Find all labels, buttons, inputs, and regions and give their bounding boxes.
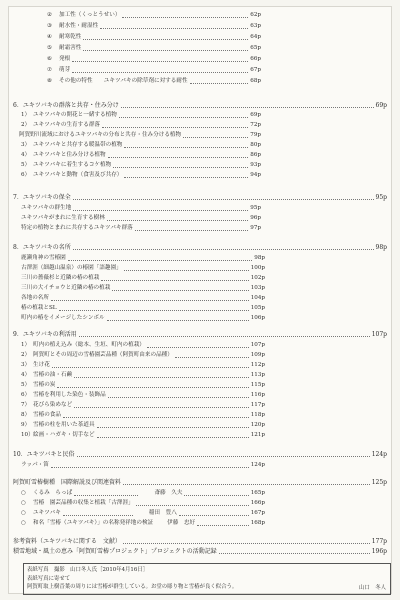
entry-number: 5） (21, 162, 31, 168)
activity-record-entry (13, 547, 387, 556)
entry-page: 113p (250, 372, 265, 378)
entry-title: ユキツバキと共存する暖温帯の植物 (33, 142, 123, 148)
entry-number: ⑥ (47, 56, 53, 62)
dot-leader (52, 367, 249, 368)
dot-leader (124, 147, 248, 148)
entry-author: 稲田 豊八 (148, 510, 177, 516)
toc-entry (47, 55, 261, 64)
toc-entry (21, 254, 265, 263)
dot-leader (123, 484, 370, 485)
entry-page: 94p (250, 172, 261, 178)
entry-page: 107p (250, 342, 265, 348)
toc-entry (21, 151, 261, 160)
entry-number: ④ (47, 34, 53, 40)
entry-title: 花びら染めなど (33, 402, 73, 408)
entry-page: 86p (250, 152, 261, 158)
section-heading (13, 193, 387, 202)
dot-leader (219, 553, 370, 554)
dot-leader (113, 167, 248, 168)
dot-leader (57, 387, 248, 388)
entry-number: 2） (21, 122, 31, 128)
section-heading (13, 243, 387, 252)
entry-page: 166p (250, 500, 265, 506)
entry-page: 100p (250, 265, 265, 271)
section-title: 9．ユキツバキの利活用 (13, 331, 77, 338)
entry-title: 町内の椿をイメージしたシンボル (21, 315, 105, 321)
toc-entry (21, 519, 265, 528)
toc-entry (21, 214, 261, 223)
toc-entry (21, 274, 265, 283)
entry-page: 67p (250, 67, 261, 73)
bullet-icon: ○ (21, 510, 26, 516)
section-title: 10．ユキツバキと民俗 (13, 451, 75, 458)
dot-leader (179, 515, 249, 516)
entry-title: 耐水性・耐湿性 (59, 23, 99, 29)
entry-title: 三川の大イチョウと近隣の椿の植栽 (21, 285, 111, 291)
toc-entry (21, 141, 261, 150)
dot-leader (112, 290, 248, 291)
dot-leader (183, 137, 248, 138)
dot-leader (72, 72, 248, 73)
entry-title: ユキツバキと動物（食害及び共存） (33, 172, 123, 178)
dot-leader (121, 107, 374, 108)
entry-title: 雪椿の食品 (33, 412, 61, 418)
section-heading (13, 478, 387, 487)
entry-number: 1） (21, 342, 31, 348)
section-page: 124p (371, 451, 387, 458)
entry-title: 発根 (59, 56, 71, 62)
toc-entry (21, 314, 265, 323)
toc-entry (47, 77, 261, 86)
dot-leader (51, 300, 249, 301)
entry-title: 雪椿の柱を用いた茶道具 (33, 422, 95, 428)
entry-page: 105p (250, 305, 265, 311)
entry-page: 98p (254, 255, 265, 261)
dot-leader (74, 377, 249, 378)
dot-leader (97, 437, 249, 438)
entry-page: 72p (250, 122, 261, 128)
toc-entry (21, 224, 261, 233)
entry-number: 7） (21, 402, 31, 408)
dot-leader (119, 117, 249, 118)
toc-entry (21, 461, 265, 470)
cover-author: 山口 冬人 (359, 584, 386, 591)
entry-page: 112p (250, 362, 265, 368)
section-page: 98p (375, 244, 387, 251)
entry-number: 4） (21, 152, 31, 158)
entry-page: 115p (250, 382, 265, 388)
entry-page: 93p (250, 162, 261, 168)
toc-entry (21, 401, 265, 410)
dot-leader (100, 28, 248, 29)
dot-leader (102, 127, 248, 128)
entry-title: 参考資料（ユキツバキに関する 文献） (13, 538, 121, 545)
dot-leader (107, 320, 249, 321)
bullet-icon: ○ (21, 520, 26, 526)
dot-leader (107, 220, 249, 221)
toc-entry (19, 131, 261, 140)
entry-page: 168p (250, 520, 265, 526)
entry-title: 加工性（くっとうせい） (59, 12, 121, 18)
entry-title: 和名「雪椿（ユキツバキ）」の名称発祥地の検証 (33, 520, 154, 526)
toc-entry (21, 341, 265, 350)
entry-page: 109p (250, 352, 265, 358)
entry-page: 95p (250, 205, 261, 211)
toc-entry (21, 111, 261, 120)
dot-leader (74, 495, 138, 496)
entry-title: 雪椿 園芸品種の収集と植栽「古澤涯」 (33, 500, 134, 506)
section-heading (13, 330, 387, 339)
dot-leader (190, 83, 249, 84)
entry-number: 2） (21, 352, 31, 358)
entry-title: その他の特性 ユキツバキの除草剤に対する耐性 (59, 78, 188, 84)
entry-number: 6） (21, 392, 31, 398)
dot-leader (101, 280, 248, 281)
entry-title: ユキツバキに着生するコケ植物 (33, 162, 112, 168)
section-title: 7．ユキツバキの保全 (13, 194, 71, 201)
entry-number: ② (47, 12, 53, 18)
toc-entry (47, 11, 261, 20)
toc-entry (21, 361, 265, 370)
entry-page: 65p (250, 45, 261, 51)
entry-title: 阿賀町とその周辺の雪椿園芸品種（阿賀町由来の品種） (33, 352, 173, 358)
entry-number: 6） (21, 172, 31, 178)
toc-entry (21, 171, 261, 180)
bullet-icon: ○ (21, 490, 26, 496)
entry-page: 62p (250, 12, 261, 18)
entry-number: ⑤ (47, 45, 53, 51)
entry-page: 121p (250, 432, 265, 438)
entry-number: 1） (21, 112, 31, 118)
entry-page: 64p (250, 34, 261, 40)
toc-entry (21, 304, 265, 313)
references-entry (13, 537, 387, 546)
entry-title: くるみ らっぱ (33, 490, 73, 496)
entry-page: 177p (371, 538, 387, 545)
section-title: 阿賀町雪椿樹種 国際解説及び関連資料 (13, 479, 122, 486)
entry-title: 雪椿を利用した染色・装飾品 (33, 392, 106, 398)
toc-entry (47, 66, 261, 75)
section-page: 95p (375, 194, 387, 201)
toc-entry (47, 33, 261, 42)
entry-page: 104p (250, 295, 265, 301)
entry-title: ユキツバキがまれに生育する樹林 (21, 215, 105, 221)
dot-leader (135, 230, 249, 231)
entry-number: ⑧ (47, 78, 53, 84)
entry-title: 耐寒乾性 (59, 34, 82, 40)
entry-page: 68p (250, 78, 261, 84)
dot-leader (184, 495, 248, 496)
section-page: 125p (371, 479, 387, 486)
toc-entry (21, 161, 261, 170)
toc-entry (21, 421, 265, 430)
entry-title: 絵画・ハガキ・切手など (33, 432, 95, 438)
entry-page: 97p (250, 225, 261, 231)
entry-title: 萌芽 (59, 67, 71, 73)
section-page: 69p (375, 102, 387, 109)
toc-entry (21, 294, 265, 303)
entry-number: 9） (21, 422, 31, 428)
entry-author: 斎藤 久夫 (154, 490, 183, 496)
cover-photo-note (23, 563, 391, 595)
dot-leader (122, 17, 248, 18)
dot-leader (197, 525, 249, 526)
section-title: 8．ユキツバキの名所 (13, 244, 71, 251)
entry-title: 特定の植物とまれに共存するユキツバキ群落 (21, 225, 133, 231)
entry-title: 各地の名所 (21, 295, 49, 301)
entry-page: 120p (250, 422, 265, 428)
cover-caption: 阿賀町取上樹沓葉の周りには雪椿が群生している。お堂の彫り物と雪椿が良く似合う。 (27, 584, 238, 590)
entry-title: 雪椿の油・石鹸 (33, 372, 73, 378)
dot-leader (77, 456, 370, 457)
cover-credit: 表紙写真 撮影 山口冬人氏［2010年4月16日］ (27, 567, 149, 573)
dot-leader (108, 397, 249, 398)
toc-entry (21, 499, 265, 508)
toc-entry (21, 411, 265, 420)
entry-title: ユキツバキ (33, 510, 61, 516)
entry-page: 165p (250, 490, 266, 496)
entry-number: 3） (21, 142, 31, 148)
dot-leader (73, 249, 374, 250)
entry-number: ⑦ (47, 67, 53, 73)
bullet-icon: ○ (21, 500, 26, 506)
entry-page: 80p (250, 142, 261, 148)
entry-title: ユキツバキの生育する群落 (33, 122, 101, 128)
dot-leader (124, 177, 248, 178)
entry-number: 10） (21, 432, 34, 438)
toc-entry (21, 264, 265, 273)
dot-leader (136, 505, 249, 506)
entry-title: 生け花 (33, 362, 50, 368)
entry-page: 63p (250, 23, 261, 29)
toc-entry (21, 381, 265, 390)
toc-entry (21, 431, 265, 440)
dot-leader (51, 467, 249, 468)
toc-entry (21, 489, 265, 498)
entry-page: 69p (250, 112, 261, 118)
entry-number: 5） (21, 382, 31, 388)
dot-leader (124, 270, 249, 271)
entry-title: 三川の薔薇杉と近隣の椿の植栽 (21, 275, 100, 281)
dot-leader (74, 407, 249, 408)
toc-entry (21, 284, 265, 293)
entry-page: 116p (250, 392, 265, 398)
dot-leader (108, 157, 249, 158)
entry-title: 鹿瀬角神の雪椿園 (21, 255, 66, 261)
dot-leader (79, 336, 370, 337)
entry-page: 167p (250, 510, 266, 516)
toc-entry (21, 204, 261, 213)
entry-number: ③ (47, 23, 53, 29)
entry-title: 耐霜害性 (59, 45, 82, 51)
toc-entry (47, 44, 261, 53)
entry-author: 伊藤 忠好 (167, 520, 196, 526)
entry-page: 79p (250, 132, 261, 138)
entry-title: 椿の植栽とSL (21, 305, 57, 311)
entry-title: ユキツバキの開花と一緒する植物 (33, 112, 117, 118)
section-title: 6．ユキツバキの群落と共存・住み分け (13, 102, 119, 109)
entry-page: 106p (250, 315, 265, 321)
section-heading (13, 101, 387, 110)
dot-leader (68, 260, 253, 261)
entry-page: 118p (250, 412, 265, 418)
dot-leader (147, 347, 249, 348)
section-heading (13, 450, 387, 459)
document-page (8, 6, 392, 594)
dot-leader (83, 50, 248, 51)
dot-leader (175, 357, 249, 358)
entry-number: 4） (21, 372, 31, 378)
entry-title: 古澤涯（細越山温泉）の椿園「語趣園」 (21, 265, 122, 271)
dot-leader (63, 417, 249, 418)
entry-page: 196p (371, 548, 387, 555)
entry-number: 8） (21, 412, 31, 418)
toc-entry (47, 22, 261, 31)
entry-title: ユキツバキの群生地 (21, 205, 72, 211)
dot-leader (72, 61, 248, 62)
entry-page: 102p (250, 275, 265, 281)
toc-entry (21, 121, 261, 130)
entry-number: 3） (21, 362, 31, 368)
cover-heading: 表紙写真に寄せて (27, 575, 71, 582)
dot-leader (123, 543, 370, 544)
toc-entry (21, 371, 265, 380)
entry-page: 124p (250, 462, 265, 468)
toc-entry (21, 391, 265, 400)
entry-title: 町内の植え込み（総本、生垣、町内の植栽） (33, 342, 145, 348)
dot-leader (97, 427, 249, 428)
entry-page: 96p (250, 215, 261, 221)
entry-title: 積雪地域・風土の恵み「阿賀町雪椿プロジェクト」プロジェクトの活動記録 (13, 548, 217, 555)
entry-title: 雪椿の炭 (33, 382, 56, 388)
entry-page: 66p (250, 56, 261, 62)
dot-leader (59, 310, 249, 311)
toc-entry (21, 351, 265, 360)
section-page: 107p (371, 331, 387, 338)
toc-entry (21, 509, 265, 518)
entry-page: 103p (250, 285, 265, 291)
dot-leader (63, 515, 133, 516)
entry-title: ユキツバキと住み分ける植物 (33, 152, 106, 158)
entry-page: 117p (250, 402, 265, 408)
dot-leader (73, 199, 374, 200)
entry-title: 阿賀野川流域におけるユキツバキの分布と共存・住み分ける植物 (19, 132, 182, 138)
dot-leader (83, 39, 248, 40)
dot-leader (73, 210, 248, 211)
entry-title: ラッパ・笛 (21, 462, 49, 468)
